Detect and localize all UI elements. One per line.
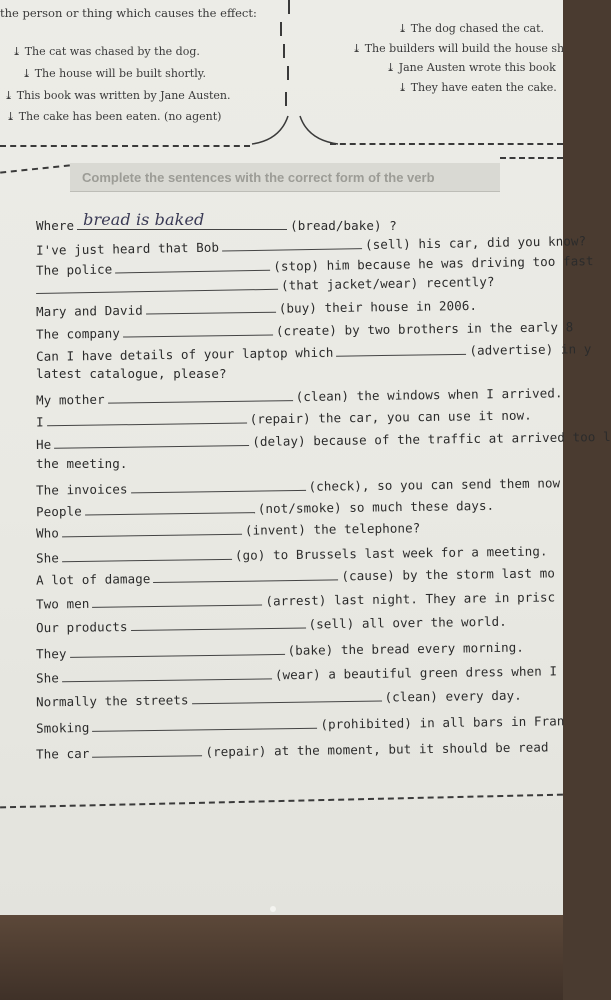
example-right-3: ⤓ Jane Austen wrote this book [386,61,556,74]
example-left-4: ⤓ The cake has been eaten. (no agent) [6,110,222,123]
section-divider [0,145,250,147]
answer-blank[interactable] [92,716,317,732]
exercise-line-7: Can I have details of your laptop which (advertise) in y [35,341,592,364]
answer-blank[interactable] [108,388,293,404]
desk-surface [0,915,563,1000]
exercise-line-2: I've just heard that Bob (sell) his car, did you know? [35,233,587,258]
example-right-1: ⤓ The dog chased the cat. [398,22,544,35]
answer-blank[interactable] [36,277,278,294]
exercise-line-14: People (not/smoke) so much these days. [35,497,495,520]
divider-mark [288,0,290,14]
exercise-line-6: The company (create) by two brothers in the early 8 [35,319,574,342]
divider-mark [280,22,282,36]
example-right-4: ⤓ They have eaten the cake. [398,81,557,94]
divider-mark [285,92,287,106]
exercise-line-15: Who (invent) the telephone? [35,520,421,541]
example-right-2: ⤓ The builders will build the house sh [352,42,565,55]
section-divider [330,143,563,145]
answer-blank[interactable] [54,433,249,449]
answer-blank[interactable] [130,478,305,493]
exercise-line-24: The car (repair) at the moment, but it should be read [35,739,549,762]
exercise-line-9: My mother (clean) the windows when I arrived. [35,385,563,408]
example-left-1: ⤓ The cat was chased by the dog. [12,45,200,58]
bottom-divider [0,794,563,809]
answer-blank[interactable] [336,342,466,357]
answer-blank[interactable] [146,300,276,315]
answer-blank[interactable] [47,411,247,427]
answer-blank[interactable] [115,258,270,274]
exercise-line-10: I (repair) the car, you can use it now. [35,407,532,430]
divider-curve [250,112,340,147]
answer-blank[interactable] [222,236,362,251]
answer-blank[interactable] [62,522,242,538]
exercise-line-19: Our products (sell) all over the world. [35,613,507,636]
answer-blank[interactable] [123,322,273,337]
exercise-line-21: She (wear) a beautiful green dress when I [35,663,558,686]
example-left-2: ⤓ The house will be built shortly. [22,67,206,80]
answer-blank[interactable] [92,743,202,758]
answer-blank[interactable] [191,689,381,705]
section-divider [500,157,563,159]
answer-blank[interactable] [153,567,338,583]
answer-blank[interactable] [130,616,305,631]
answer-blank[interactable] [62,547,232,562]
exercise-line-5: Mary and David (buy) their house in 2006. [35,297,478,320]
exercise-line-17: A lot of damage (cause) by the storm last mo [35,565,556,588]
answer-blank[interactable] [69,642,284,658]
section-divider [0,164,70,173]
pin-dot [270,906,276,912]
exercise-line-1: Where bread is baked (bread/bake) ? [36,210,397,233]
example-left-3: ⤓ This book was written by Jane Austen. [4,89,231,102]
answer-blank[interactable] [92,592,262,607]
exercise-line-12: the meeting. [36,456,128,471]
exercise-line-8: latest catalogue, please? [36,366,227,381]
exercise-line-22: Normally the streets (clean) every day. [35,687,522,710]
exercise-line-18: Two men (arrest) last night. They are in prisc [35,589,556,612]
exercise-line-11: He (delay) because of the traffic at arrived too l [35,428,611,453]
exercise-line-4: (that jacket/wear) recently? [36,273,495,297]
answer-blank[interactable] [85,500,255,515]
exercise-line-13: The invoices (check), so you can send them now [35,475,561,498]
exercise-title: Complete the sentences with the correct form of the verb [82,170,435,185]
answer-blank[interactable] [62,666,272,682]
divider-mark [283,44,285,58]
exercise-line-16: She (go) to Brussels last week for a meeting. [35,543,548,566]
handwritten-answer: bread is baked [83,210,205,229]
exercise-line-23: Smoking (prohibited) in all bars in Fran [35,713,565,736]
exercise-title-banner [70,163,500,192]
exercise-line-3: The police (stop) him because he was driving too fast [35,253,594,278]
divider-mark [287,66,289,80]
exercise-line-20: They (bake) the bread every morning. [35,639,525,662]
top-header: the person or thing which causes the effect: [0,6,257,20]
